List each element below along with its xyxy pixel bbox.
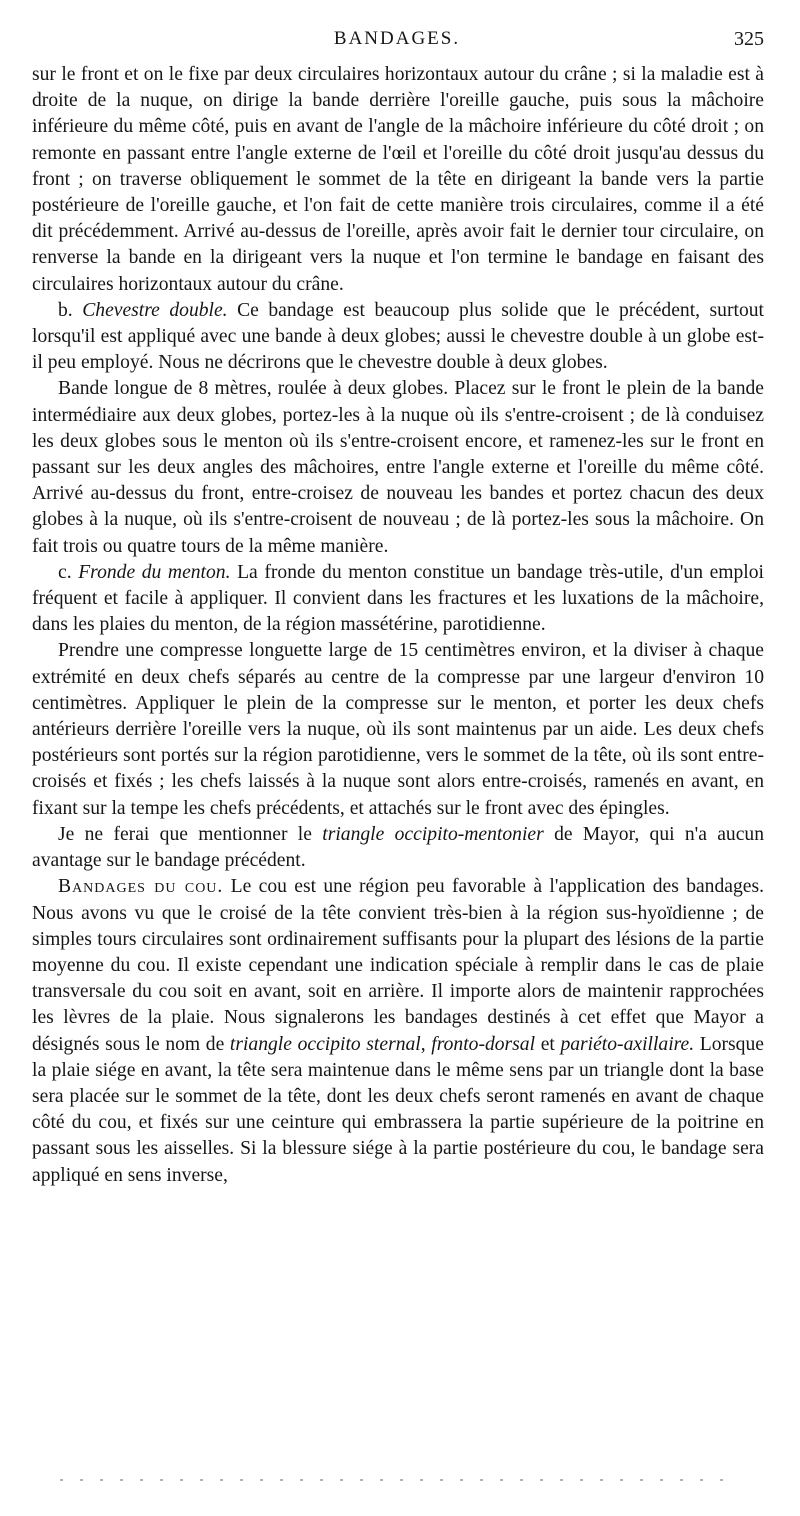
paragraph-text: Le cou est une région peu favorable à l'application des bandages. Nous avons vu que le croisé de la tête convient très-bien à la région sus-hyoïdienne ; de simples tours circulaires sont ordinairement suffisants pour la plupart des lésions de la partie moyenne du cou. Il existe cependant une indication spéciale à remplir dans le cas de plaie transversale du cou soit en avant, soit en arrière. Il importe alors de maintenir rapprochées les lèvres de la plaie. Nous signalerons les bandages destinés à cet effet que Mayor a désignés sous le nom de — [32, 876, 764, 1055]
scan-noise-line — [60, 1479, 740, 1481]
body-text — [32, 62, 764, 1189]
section-label: b. — [58, 299, 73, 321]
paragraph-text: sur le front et on le fixe par deux circulaires horizontaux autour du crâne ; si la maladie est à droite de la nuque, on dirige la bande derrière l'oreille gauche, puis sous la mâchoire inférieure du même côté, puis en avant de l'angle de la mâchoire inférieure du côté droit ; on remonte en passant entre l'angle externe de l'œil et l'oreille du côté droit jusqu'au dessus du front ; on traverse obliquement le sommet de la tête en dirigeant la bande vers la partie postérieure de l'oreille gauche, et l'on fait de cette manière trois circulaires, comme il a été dit précédemment. Arrivé au-dessus de l'oreille, après avoir fait le dernier tour circulaire, on renverse la bande en la dirigeant vers la nuque et l'on termine le bandage en faisant des circulaires horizontaux autour du crâne. — [32, 64, 764, 295]
paragraph-text: Lorsque la plaie siége en avant, la tête sera maintenue dans le même sens par un triangle dont la base sera placée sur le sommet de la tête, dont les deux chefs seront ramenés en avant de chaque côté du cou, et fixés sur une ceinture qui embrassera la partie supérieure de la poitrine en passant sous les aisselles. Si la blessure siége à la partie postérieure du cou, le bandage sera appliqué en sens inverse, — [32, 1033, 764, 1186]
paragraph-bandages-du-cou — [32, 874, 764, 1188]
paragraph-text: Je ne ferai que mentionner le — [58, 823, 312, 845]
paragraph-chevestre-double — [32, 298, 764, 377]
section-label: c. — [58, 561, 72, 583]
paragraph-text: Prendre une compresse longuette large de 15 centimètres environ, et la diviser à chaque extrémité en deux chefs séparés au centre de la compresse par une largeur d'environ 10 centimètres. Appliquer le plein de la compresse sur le menton, et porter les deux chefs antérieurs derrière l'oreille vers la nuque, où ils sont maintenus par un aide. Les deux chefs postérieurs sont portés sur la région parotidienne, vers le sommet de la tête, où ils sont entre-croisés et fixés ; les chefs laissés à la nuque sont alors entre-croisés, ramenés en avant, en fixant sur la tempe les chefs précédents, et attachés sur le front avec des épingles. — [32, 640, 764, 819]
emphasis-term: triangle occipito sternal — [229, 1033, 421, 1055]
paragraph-text: de Mayor, qui n'a aucun avantage sur le bandage précédent. — [32, 823, 765, 872]
paragraph-text: Ce bandage est beaucoup plus solide que le précédent, surtout lorsqu'il est appliqué avec une bande à deux globes; aussi le chevestre double à un globe est-il peu employé. Nous ne décrirons que le chevestre double à deux globes. — [32, 299, 764, 374]
emphasis-term: fronto-dorsal — [431, 1033, 536, 1055]
paragraph-text: Bande longue de 8 mètres, roulée à deux globes. Placez sur le front le plein de la bande intermédiaire aux deux globes, portez-les à la nuque où ils s'entre-croisent ; de là conduisez les deux globes sous le menton où ils s'entre-croisent encore, et ramenez-les sur le front en passant sur les deux angles des mâchoires, entre l'angle externe et l'oreille du même côté. Arrivé au-dessus du front, entre-croisez de nouveau les bandes et portez chacun des deux globes à la nuque, où ils s'entre-croisent de nouveau ; de là portez-les sous la mâchoire. On fait trois ou quatre tours de la même manière. — [32, 378, 764, 557]
page-number: 325 — [734, 28, 764, 50]
section-title: Fronde du menton. — [78, 561, 231, 583]
page-header — [30, 28, 764, 58]
paragraph-compresse — [32, 638, 764, 821]
paragraph-text: La fronde du menton constitue un bandage très-utile, d'un emploi fréquent et facile à appliquer. Il convient dans les fractures et les luxations de la mâchoire, dans les plaies du menton, de la région massétérine, parotidienne. — [32, 561, 764, 636]
section-title: Chevestre double. — [82, 299, 228, 321]
paragraph-mayor — [32, 822, 764, 874]
paragraph-bande — [32, 376, 764, 559]
running-head: BANDAGES. — [333, 28, 461, 49]
punctuation: , — [420, 1033, 426, 1055]
emphasis-term: triangle occipito-mentonier — [322, 823, 544, 845]
section-heading: Bandages du cou. — [58, 876, 224, 898]
conjunction: et — [540, 1033, 555, 1055]
emphasis-term: pariéto-axillaire. — [560, 1033, 695, 1055]
paragraph-fronde-du-menton — [32, 560, 764, 639]
paragraph-continued — [32, 62, 764, 298]
